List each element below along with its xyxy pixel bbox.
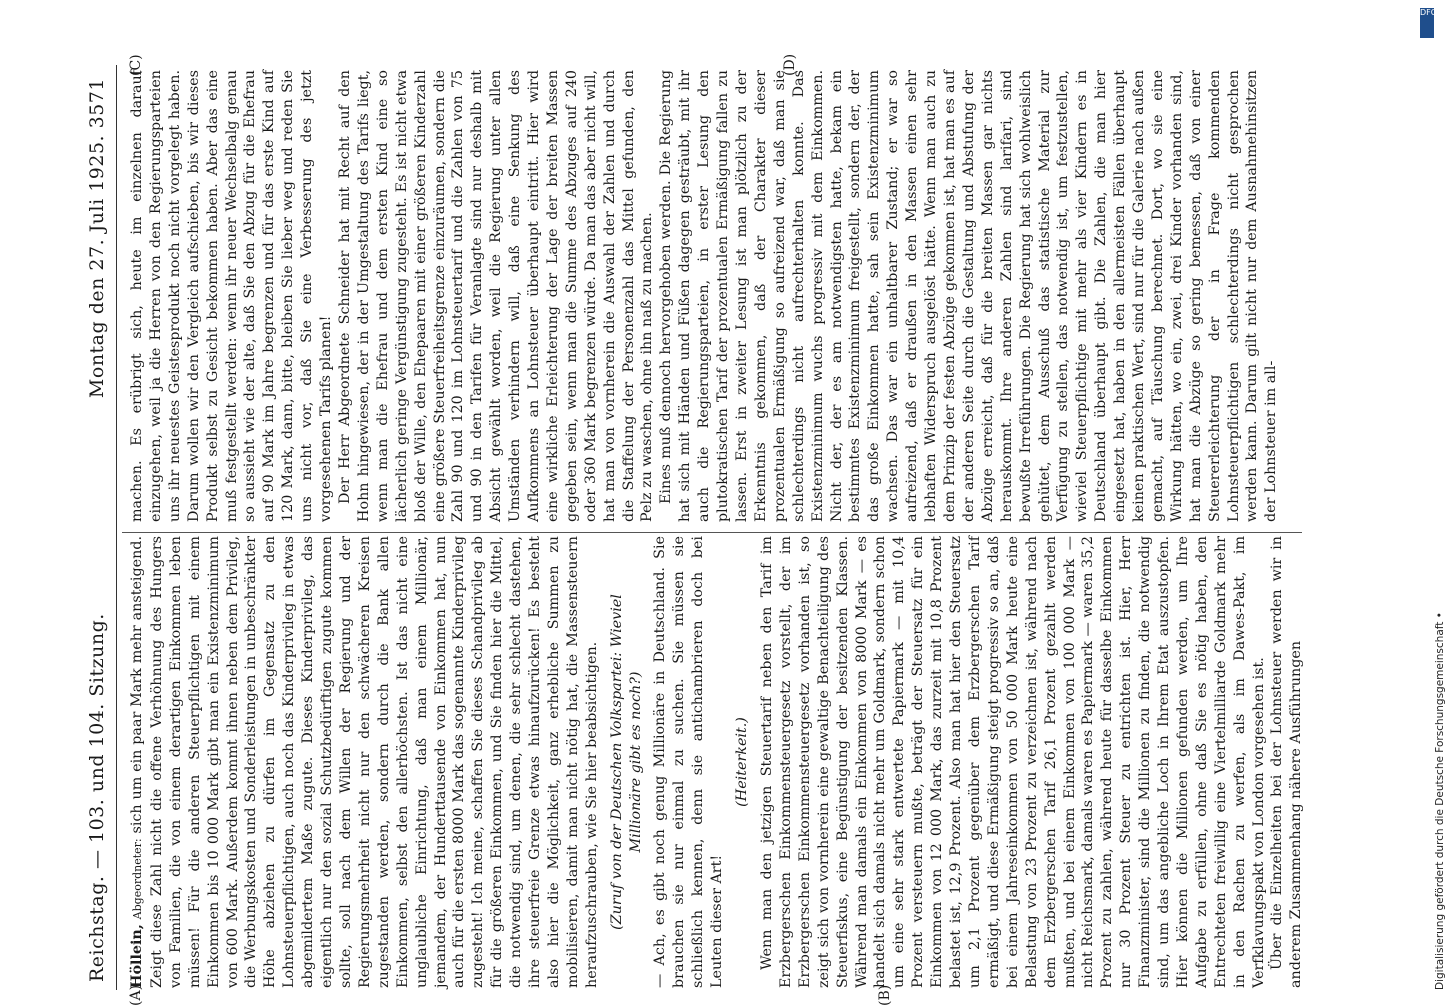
left-paragraph-4: Über die Einzelheiten bei der Lohnsteuer werden wir in anderem Zusammenhang nähere Ausführungen bbox=[1269, 536, 1305, 988]
page-header bbox=[82, 60, 116, 1000]
dfg-logo: DFG bbox=[1420, 8, 1434, 38]
speaker-role: Abgeordneter: bbox=[131, 838, 144, 920]
speaker-name: Höllein, bbox=[129, 924, 145, 988]
margin-marker-a: (A) bbox=[128, 984, 144, 1006]
right-paragraph-3: Eines muß dennoch hervorgehoben werden. Die Regierung hat sich mit Händen und Füßen dagegen gesträubt, mit ihr auch die Regierungsparteien, in erster Lesung den plutokratischen Tarif der prozentualen Ermäßigung fallen zu lassen. Erst in zweiter Lesung ist man plötzlich zu der Erkenntnis gekommen, daß der Charakter dieser prozentualen Ermäßigung so aufreizend war, daß man sie schlechterdings nicht aufrechterhalten konnte. Das Existenzminimum wuchs progressiv mit dem Einkommen. Nicht der, der es am notwendigsten hatte, bekam ein bestimmtes Existenzminimum freigestellt, sondern der, der das große Einkommen hatte, sah sein Existenzminimum wachsen. Das war ein unhaltbarer Zustand; er war so aufreizend, daß er draußen in den Massen einen sehr lebhaften Widerspruch ausgelöst hätte. Wenn man auch zu dem Prinzip der festen Abzüge gekommen ist, hat man es auf der anderen Seite durch die Gestaltung und Abstufung der Abzüge erreicht, daß für die breiten Massen gar nichts herauskommt. Ihre anderen Zahlen sind larifari, sind bewußte Irreführungen. Die Regierung hat sich wohlweislich gehütet, dem Ausschuß das statistische Material zur Verfügung zu stellen, das notwendig ist, um festzustellen, wieviel Steuerpflichtige mit mehr als vier Kindern es in Deutschland überhaupt gibt. Die Zahlen, die man hier eingesetzt hat, haben in den allermeisten Fällen überhaupt keinen praktischen Wert, sind nur für die Galerie nach außen gemacht, auf Täuschung berechnet. Dort, wo sie eine Wirkung hätten, wo ein, zwei, drei Kinder vorhanden sind, hat man die Abzüge so gering bemessen, daß von einer Steuererleichterung der in Frage kommenden Lohnsteuerpflichtigen schlechterdings nicht gesprochen werden kann. Darum gilt nicht nur dem Ausnahmehinsitzen der Lohnsteuer im all- bbox=[658, 70, 1280, 522]
right-paragraph-1: machen. Es erübrigt sich, heute im einzelnen darauf einzugehen, weil ja die Herren von den Regierungsparteien uns ihr neuestes Geistesprodukt noch nicht vorgelegt haben. Darum wollen wir den Vergleich aufschieben, bis wir dieses Produkt selbst zu Gesicht bekommen haben. Aber das eine muß festgestellt werden: wenn ihr neuer Wechselbalg genau so aussieht wie der alte, daß Sie den Abzug für die Ehefrau auf 90 Mark im Jahre begrenzen und für das erste Kind auf 120 Mark, dann, bitte, bleiben Sie lieber weg und reden Sie uns nicht vor, daß Sie eine Verbesserung des jetzt vorgesehenen Tarifs planen! bbox=[129, 70, 335, 522]
speaker-paragraph bbox=[128, 536, 602, 988]
interjection: (Zuruf von der Deutschen Volkspartei: Wieviel Millionäre gibt es noch?) bbox=[608, 594, 644, 930]
header-right: Montag den 27. Juli 1925. 3571 bbox=[86, 78, 108, 399]
header-left: Reichstag. — 103. und 104. Sitzung. bbox=[86, 613, 108, 982]
rotated-page bbox=[82, 53, 1322, 1006]
left-column bbox=[128, 536, 1306, 988]
margin-marker-b: (B) bbox=[877, 984, 893, 1006]
dfg-credit-text: Digitalisierung gefördert durch die Deutsche Forschungsgemeinschaft • bbox=[1434, 612, 1446, 990]
right-column bbox=[128, 70, 1281, 522]
header-rule bbox=[116, 65, 117, 990]
left-paragraph-2: — Ach, es gibt noch genug Millionäre in Deutschland. Sie brauchen sie nur einmal zu suchen. Sie müssen sie schließlich kennen, denn sie antichambrieren doch bei Leuten dieser Art! bbox=[652, 536, 726, 988]
right-paragraph-2: Der Herr Abgeordnete Schneider hat mit Recht auf den Hohn hingewiesen, der in der Umgestaltung des Tarifs liegt, wenn man die Ehefrau und dem ersten Kind eine so lächerlich geringe Vergünstigung zugesteht. Es ist nicht etwa bloß der Wille, den Ehepaaren mit einer größeren Kinderzahl eine größere Steuerfreiheitsgrenze einzuräumen, sondern die Zahl 90 und 120 im Lohnsteuertarif und die Zahlen von 75 und 90 in den Tarifen für Veranlagte sind nur deshalb mit Absicht gewählt worden, weil die Regierung unter allen Umständen verhindern will, daß eine Senkung des Aufkommens an Lohnsteuer überhaupt eintritt. Hier wird eine wirkliche Erleichterung der Lage der breiten Massen gegeben sein, wenn man die Summe des Abzuges auf 240 oder 360 Mark begrenzen würde. Da man das aber nicht will, hat man von vornherein die Auswahl der Zahlen und durch die Staffelung der Personenzahl das Mittel gefunden, den Pelz zu waschen, ohne ihn naß zu machen. bbox=[336, 70, 656, 522]
dfg-sidebar bbox=[1418, 0, 1446, 1000]
column-divider bbox=[122, 532, 1302, 533]
laughter-note: (Heiterkeit.) bbox=[734, 717, 751, 807]
left-paragraph-1: sich um ein paar Mark mehr ansteigend. Zeigt diese Zahl nicht die offene Verhöhnung des Hungers von Familien, die von einem derartigen Einkommen leben müssen! Für die anderen Steuerpflichtigen mit einem Einkommen bis 10 000 Mark gibt man ein Existenzminimum von 600 Mark. Außerdem kommt ihnen neben dem Privileg, die Werbungskosten und Sonderleistungen in unbeschränkter Höhe abziehen zu dürfen im Gegensatz zu den Lohnsteuerpflichtigen, auch noch das Kinderprivileg in etwas abgemildertem Maße zugute. Dieses Kinderprivileg, das eigentlich nur den sozial Schutzbedürftigen zugute kommen sollte, soll nach dem Willen der Regierung und der Regierungsmehrheit nicht nur den schwächeren Kreisen zugestanden werden, sondern durch die Bank allen Einkommen, selbst den allerhöchsten. Ist das nicht eine unglaubliche Einrichtung, daß man einem Millionär, jemandem, der Hunderttausende von Einkommen hat, nun auch für die ersten 8000 Mark das sogenannte Kinderprivileg zugesteht! Ich meine, schaffen Sie dieses Schandprivileg ab für die größeren Einkommen, und Sie finden hier die Mittel, die notwendig sind, um denen, die sehr schlecht dastehen, ihre steuerfreie Grenze etwas hinaufzurücken! Es besteht also hier die Möglichkeit, ganz erhebliche Summen zu mobilisieren, damit man nicht nötig hat, die Massensteuern heraufzuschrauben, wie Sie hier beabsichtigen. bbox=[129, 536, 600, 988]
left-paragraph-3: Wenn man den jetzigen Steuertarif neben den Tarif im Erzbergerschen Einkommensteuergesetz vorstellt, der im Erzbergerschen Einkommensteuergesetz vorhanden ist, so zeigt sich von vornherein eine gewaltige Benachteiligung des Steuerfiskus, eine Begünstigung der besitzenden Klassen. Während man damals ein Einkommen von 8000 Mark — es handelt sich damals nicht mehr um Goldmark, sondern schon um eine sehr stark entwertete Papiermark — mit 10,4 Prozent versteuern mußte, beträgt der Steuersatz für ein Einkommen von 12 000 Mark, das zurzeit mit 10,8 Prozent belastet ist, 12,9 Prozent. Also man hat hier den Steuersatz um 2,1 Prozent gegenüber dem Erzbergerschen Tarif ermäßigt, und diese Ermäßigung steigt progressiv so an, daß bei einem Jahreseinkommen von 50 000 Mark heute eine Belastung von 23 Prozent zu verzeichnen ist, während nach dem Erzbergerschen Tarif 26,1 Prozent gezahlt werden mußten, und bei einem Einkommen von 100 000 Mark — nicht Reichsmark, damals waren es Papiermark — waren 35,2 Prozent zu zahlen, während heute für dasselbe Einkommen nur 30 Prozent Steuer zu entrichten ist. Hier, Herr Finanzminister, sind die Millionen zu finden, die notwendig sind, um das angebliche Loch in Ihrem Etat auszustopfen. Hier können die Millionen gefunden werden, um Ihre Aufgabe zu erfüllen, ohne daß Sie es nötig haben, den Entrechteten freiwillig eine Viertelmilliarde Goldmark mehr in den Rachen zu werfen, als im Dawes-Pakt, im Verfklavungspakt von London vorgesehen ist. bbox=[759, 536, 1267, 988]
margin-marker-c: (C) bbox=[128, 54, 144, 76]
margin-marker-d: (D) bbox=[782, 53, 798, 76]
